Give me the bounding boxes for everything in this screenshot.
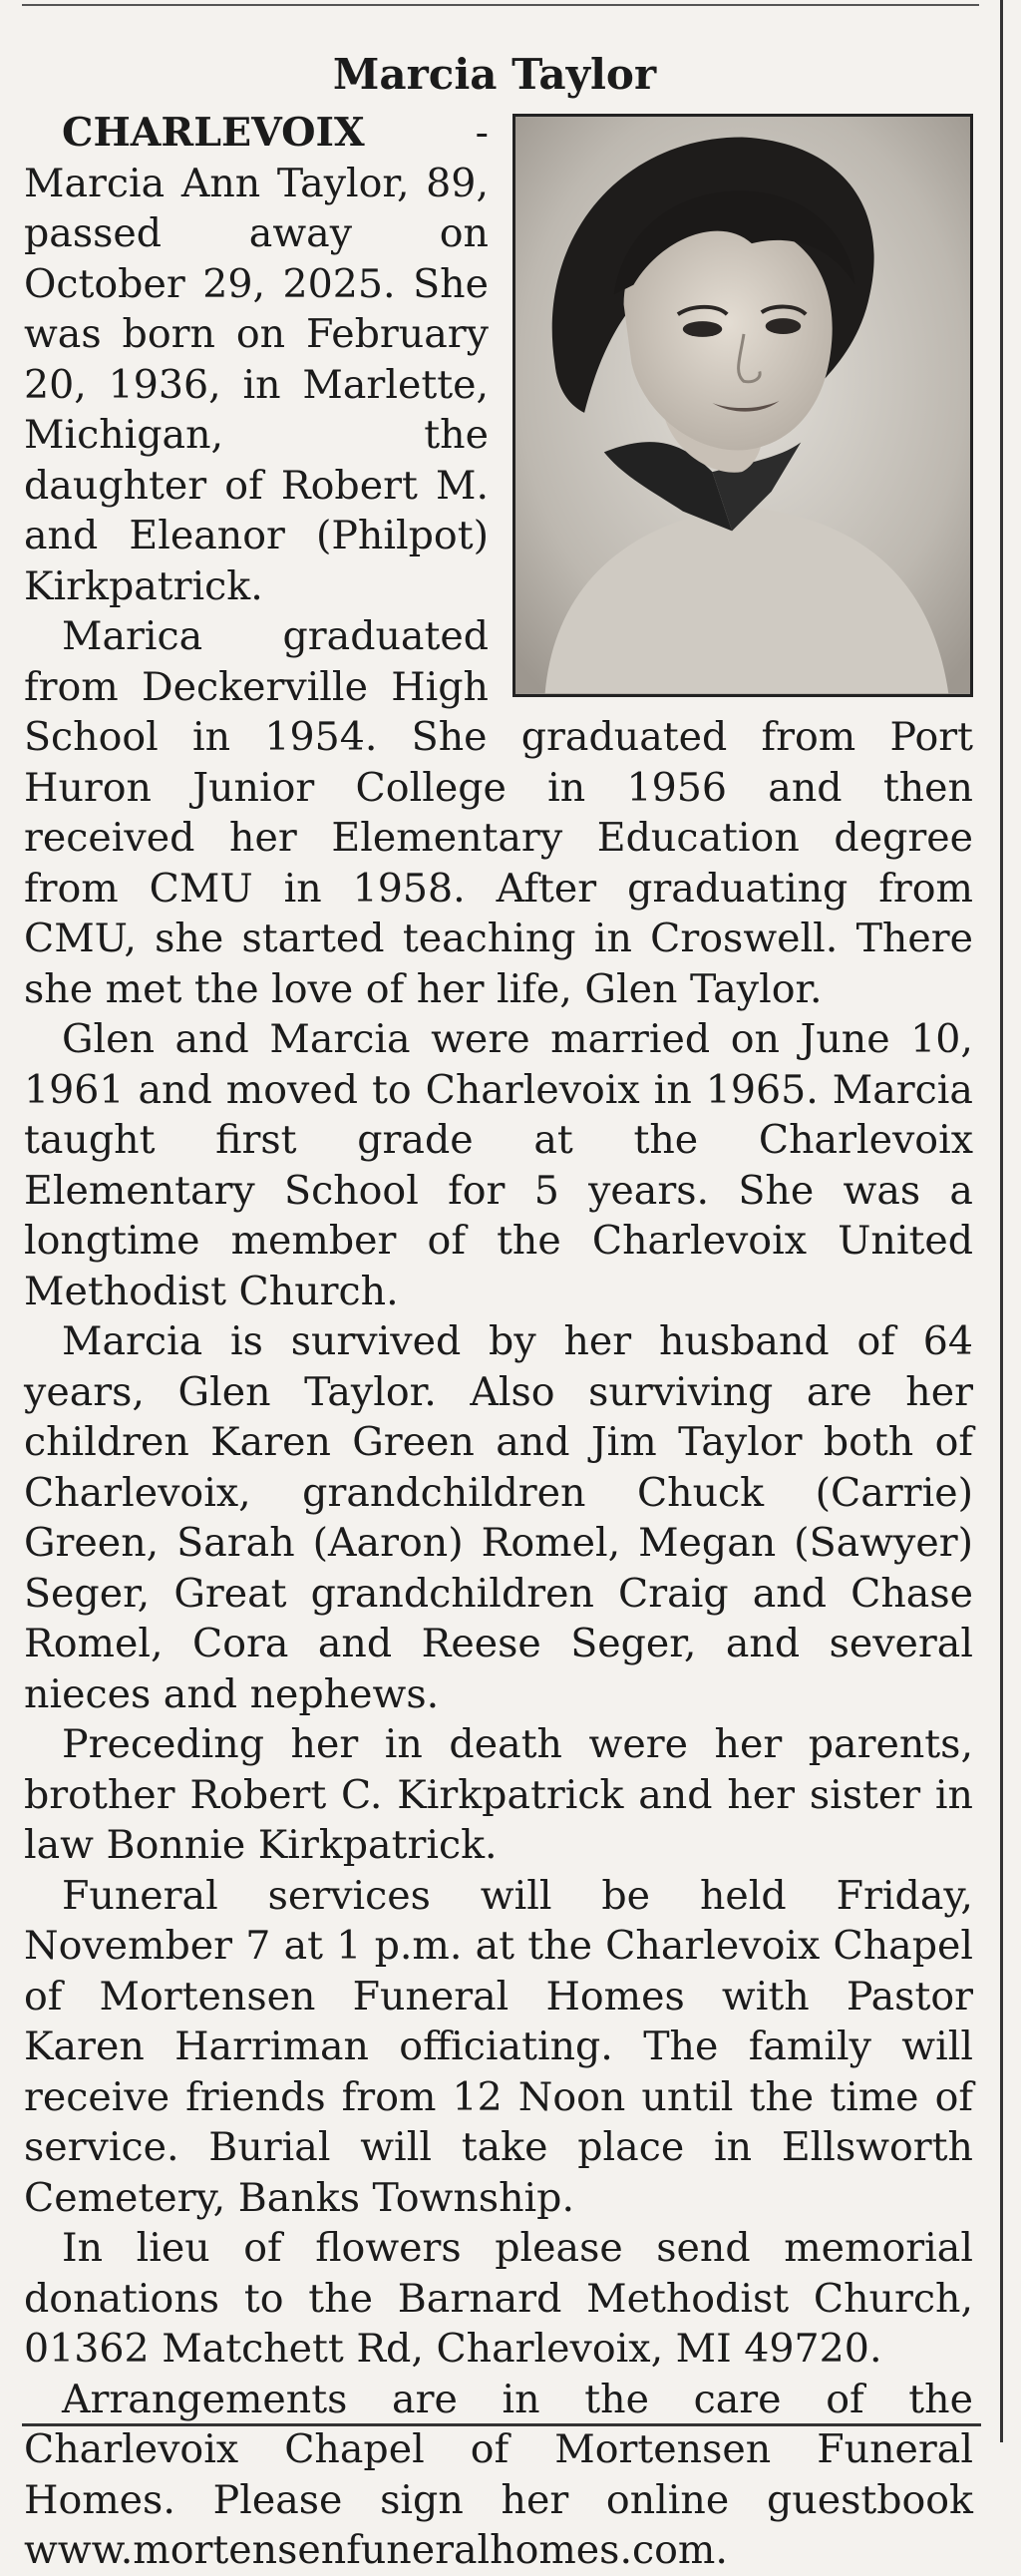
paragraph-intro-text: - Marcia Ann Taylor, 89, passed away on October 29, 2025. She was born on February 20, 1936, in Marlette, Michigan, the daughter of Robert M. and Eleanor (Philpot) Kirkpatrick.	[24, 110, 489, 609]
top-rule	[22, 4, 979, 6]
portrait-illustration	[515, 117, 970, 694]
obituary-title: Marcia Taylor	[332, 50, 657, 100]
bottom-rule	[22, 2423, 981, 2426]
paragraph-memorials: In lieu of flowers please send memorial donations to the Barnard Methodist Church, 01362 Matchett Rd, Charlevoix, MI 49720.	[24, 2225, 973, 2372]
paragraph-arrangements: Arrangements are in the care of the Charlevoix Chapel of Mortensen Funeral Homes. Please sign her online guestbook www.mortensenfuneralhomes.com.	[24, 2376, 973, 2573]
column-rule	[1000, 0, 1003, 2442]
paragraph-marriage: Glen and Marcia were married on June 10, 1961 and moved to Charlevoix in 1965. Marcia taught first grade at the Charlevoix Elementary School for 5 years. She was a longtime member of the Charlevoix United Methodist Church.	[24, 1016, 973, 1314]
portrait-photo	[512, 114, 973, 697]
obituary-body	[24, 108, 973, 2576]
paragraph-preceded: Preceding her in death were her parents, brother Robert C. Kirkpatrick and her sister in law Bonnie Kirkpatrick.	[24, 1721, 973, 1868]
paragraph-services: Funeral services will be held Friday, November 7 at 1 p.m. at the Charlevoix Chapel of Mortensen Funeral Homes with Pastor Karen Harriman officiating. The family will receive friends from 12 Noon until the time of service. Burial will take place in Ellsworth Cemetery, Banks Township.	[24, 1872, 973, 2221]
dateline: CHARLEVOIX	[62, 110, 365, 156]
paragraph-education: Marica graduated from Deckerville High School in 1954. She graduated from Port Huron Junior College in 1956 and then received her Elementary Education degree from CMU in 1958. After graduating from CMU, she started teaching in Croswell. There she met the love of her life, Glen Taylor.	[24, 613, 973, 1012]
paragraph-survivors: Marcia is survived by her husband of 64 years, Glen Taylor. Also surviving are her children Karen Green and Jim Taylor both of Charlevoix, grandchildren Chuck (Carrie) Green, Sarah (Aaron) Romel, Megan (Sawyer) Seger, Great grandchildren Craig and Chase Romel, Cora and Reese Seger, and several nieces and nephews.	[24, 1318, 973, 1717]
